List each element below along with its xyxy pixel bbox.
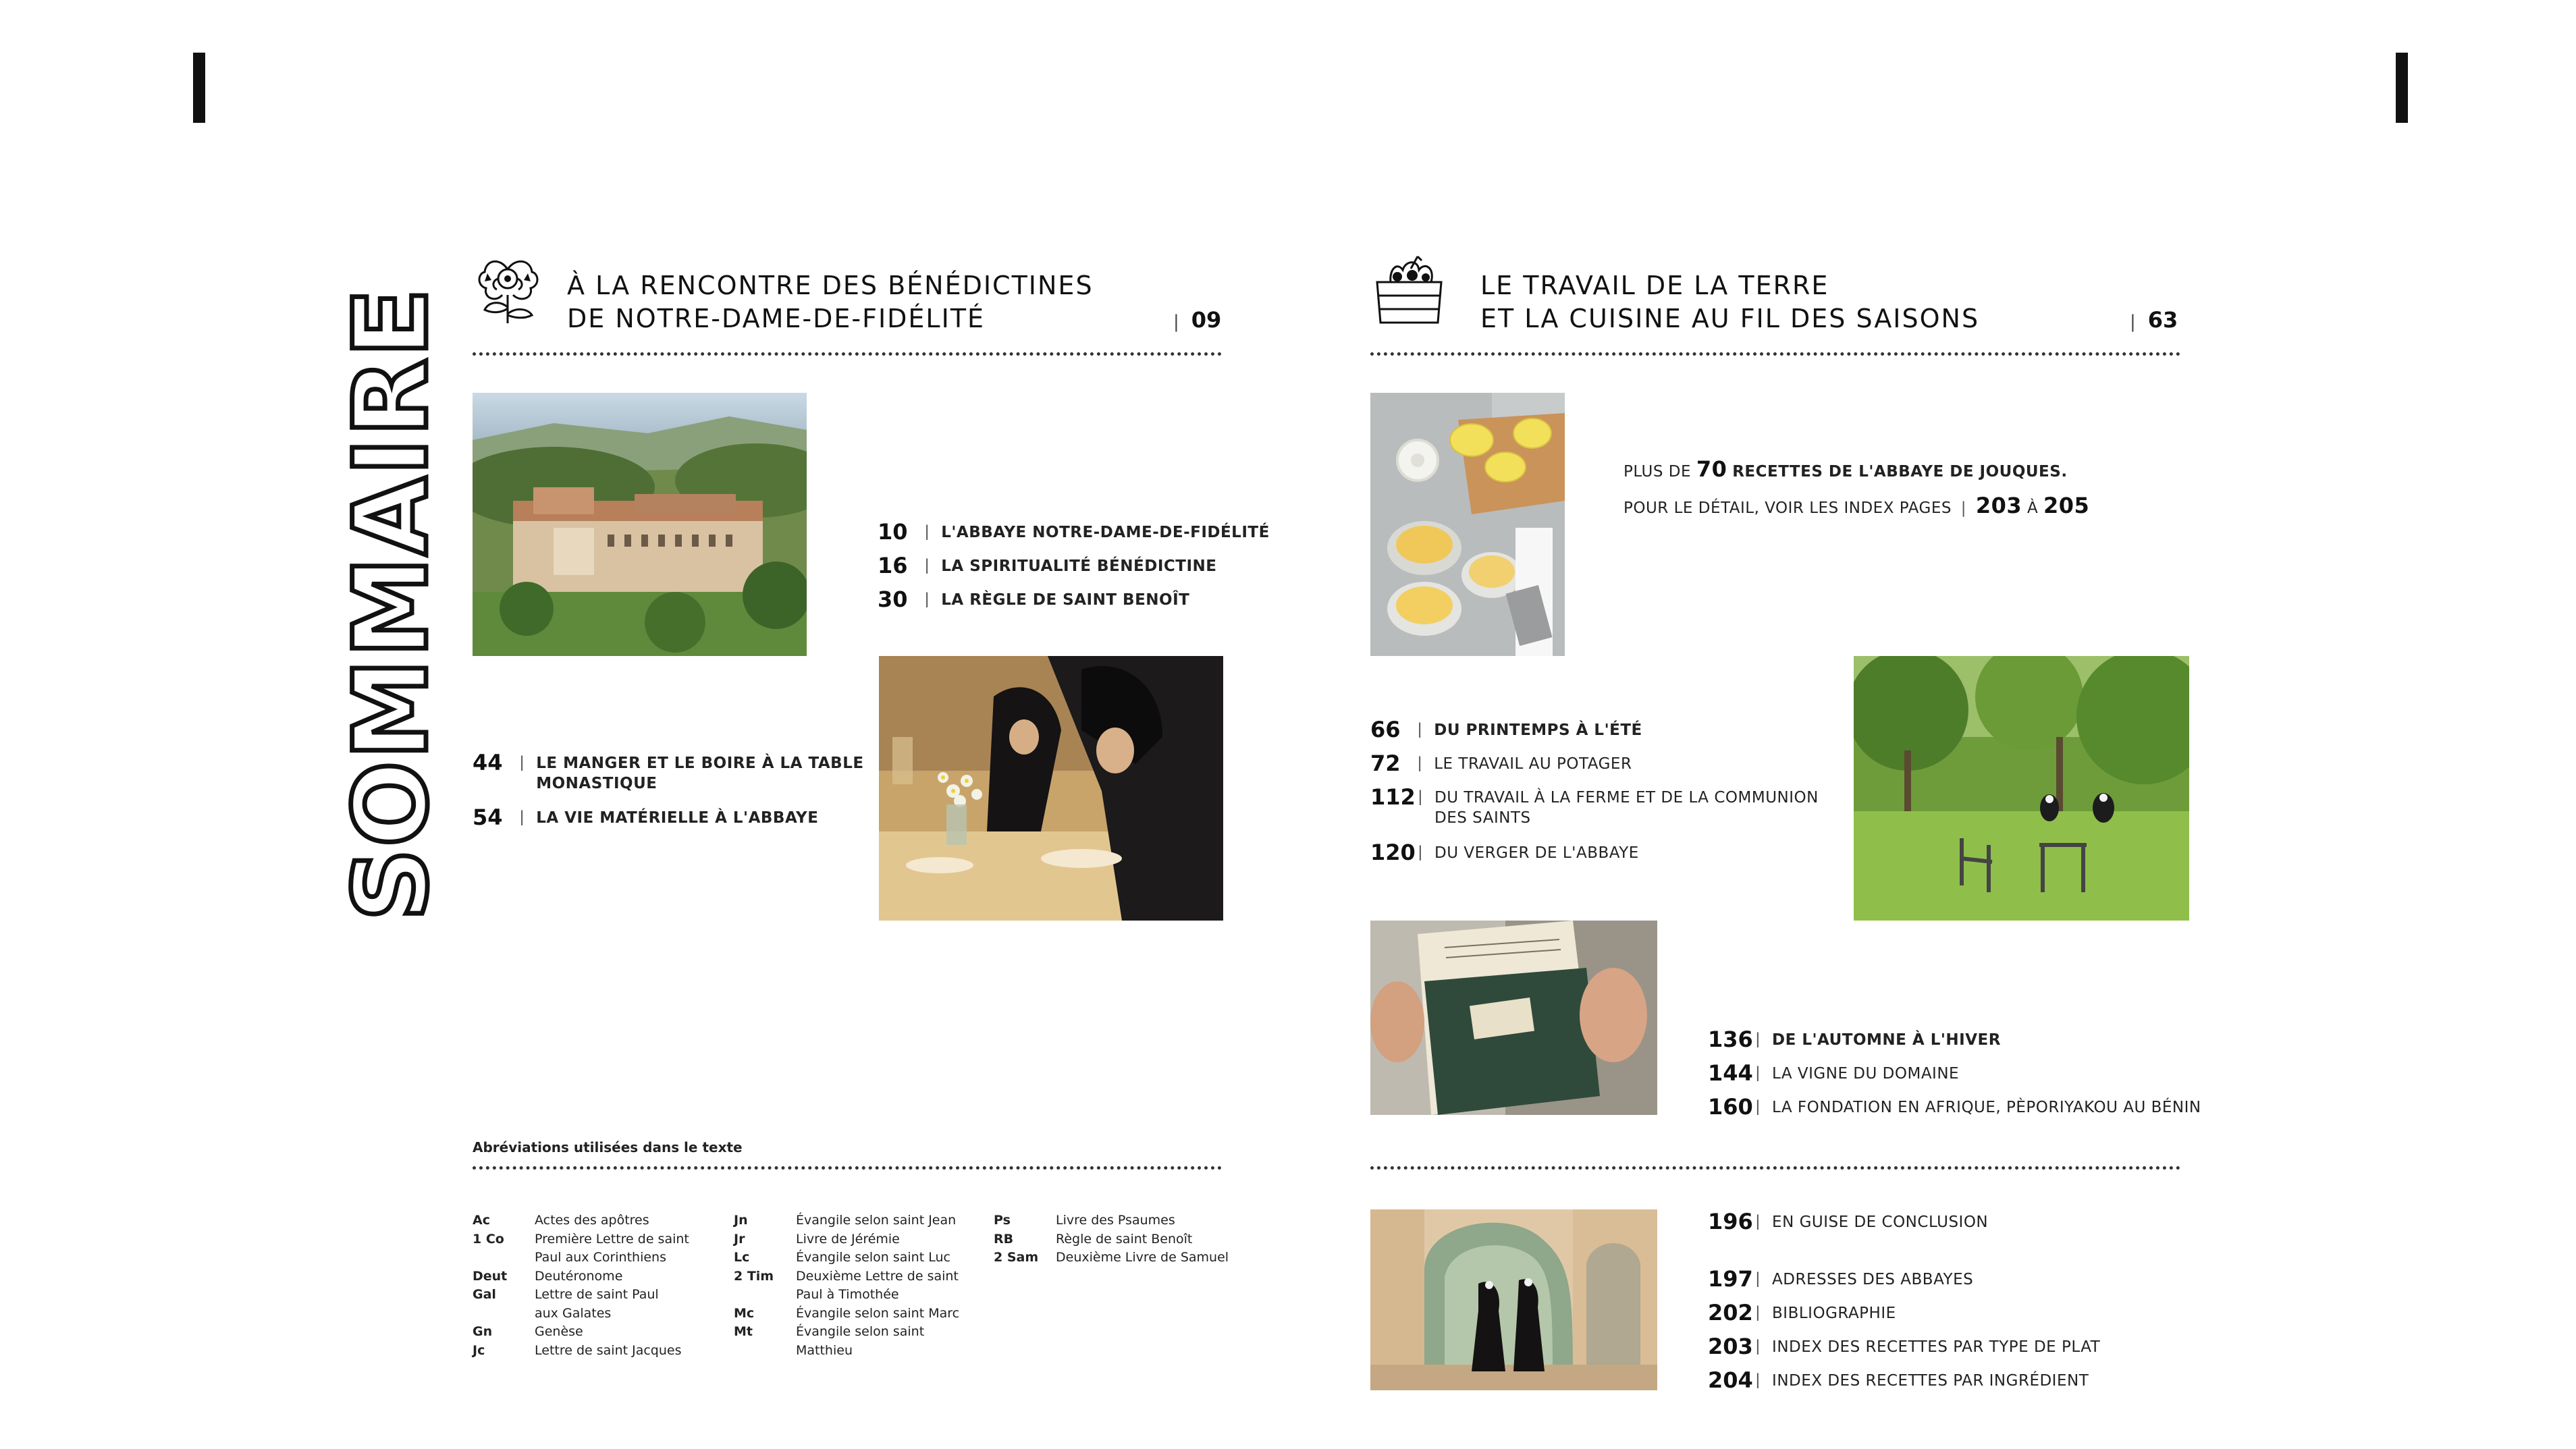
part-1-page: | 09 (1173, 307, 1222, 333)
abbreviation-row: Jr Livre de Jérémie (734, 1231, 900, 1247)
nuns-dining-photo (879, 656, 1223, 921)
flower-icon (473, 253, 543, 327)
abbreviation-row: Paul aux Corinthiens (535, 1250, 667, 1265)
recipe-notebook-photo (1370, 921, 1657, 1115)
toc-entry[interactable]: 10 | L'ABBAYE NOTRE-DAME-DE-FIDÉLITÉ (878, 519, 1270, 545)
part-2-title-line-1: LE TRAVAIL DE LA TERRE (1480, 271, 1829, 300)
abbreviations-column-3 (994, 1211, 1252, 1267)
toc-entry[interactable]: 196 | EN GUISE DE CONCLUSION (1708, 1209, 1989, 1234)
abbreviation-row: Mc Évangile selon saint Marc (734, 1305, 960, 1321)
abbreviations-column-1 (473, 1211, 730, 1360)
abbreviation-row: RB Règle de saint Benoît (994, 1231, 1193, 1247)
abbreviation-row: Paul à Timothée (796, 1287, 899, 1302)
toc-entry[interactable]: 54 | LA VIE MATÉRIELLE À L'ABBAYE (473, 804, 819, 830)
page-title: SOMMAIRE (333, 287, 450, 921)
abbreviation-row: Deut Deutéronome (473, 1268, 623, 1284)
toc-entry[interactable]: 136 | DE L'AUTOMNE À L'HIVER (1708, 1027, 2001, 1052)
abbreviation-row: Matthieu (796, 1342, 853, 1358)
abbreviations-column-2 (734, 1211, 992, 1360)
abbreviation-row: 2 Sam Deuxième Livre de Samuel (994, 1250, 1229, 1265)
lemon-dessert-photo (1370, 393, 1565, 656)
toc-entry[interactable]: 197 | ADRESSES DES ABBAYES (1708, 1266, 1974, 1292)
abbreviation-row: 2 Tim Deuxième Lettre de saint (734, 1268, 959, 1284)
abbreviation-row: Ac Actes des apôtres (473, 1213, 649, 1228)
toc-entry[interactable]: 204 | INDEX DES RECETTES PAR INGRÉDIENT (1708, 1367, 2089, 1393)
toc-entry[interactable]: 202 | BIBLIOGRAPHIE (1708, 1300, 1896, 1325)
part-1-title-line-1: À LA RENCONTRE DES BÉNÉDICTINES (567, 271, 1094, 300)
toc-entry[interactable]: 203 | INDEX DES RECETTES PAR TYPE DE PLAT (1708, 1334, 2101, 1359)
toc-entry[interactable]: 160 | LA FONDATION EN AFRIQUE, PÈPORIYAKOU AU BÉNIN (1708, 1094, 2201, 1120)
abbreviation-row: 1 Co Première Lettre de saint (473, 1231, 689, 1247)
crop-mark-left (193, 53, 205, 123)
vegetable-crate-icon (1370, 255, 1448, 326)
toc-entry[interactable]: 44 | LE MANGER ET LE BOIRE À LA TABLE MONASTIQUE (473, 750, 864, 792)
abbreviation-row: Jc Lettre de saint Jacques (473, 1342, 682, 1358)
crop-mark-right (2396, 53, 2408, 123)
abbreviation-row: Ps Livre des Psaumes (994, 1213, 1175, 1228)
section-divider (1370, 1166, 2180, 1170)
toc-entry[interactable]: 16 | LA SPIRITUALITÉ BÉNÉDICTINE (878, 553, 1217, 578)
toc-entry[interactable]: 120 | DU VERGER DE L'ABBAYE (1370, 840, 1639, 865)
abbreviations-divider (473, 1166, 1222, 1170)
nuns-arcade-photo (1370, 1209, 1657, 1390)
part-1-divider (473, 352, 1222, 356)
part-2-page: | 63 (2130, 307, 2178, 333)
abbreviation-row: Lc Évangile selon saint Luc (734, 1250, 950, 1265)
part-2-title-line-2: ET LA CUISINE AU FIL DES SAISONS (1480, 304, 1980, 333)
orchard-photo (1854, 656, 2189, 921)
recipes-note: PLUS DE 70 RECETTES DE L'ABBAYE DE JOUQUES. POUR LE DÉTAIL, VOIR LES INDEX PAGES | 203 À 205 (1624, 456, 2090, 518)
toc-entry[interactable]: 112 | DU TRAVAIL À LA FERME ET DE LA COMMUNION DES SAINTS (1370, 784, 1819, 827)
abbreviation-row: Jn Évangile selon saint Jean (734, 1213, 957, 1228)
part-1-title-line-2: DE NOTRE-DAME-DE-FIDÉLITÉ (567, 304, 986, 333)
abbreviation-row: Mt Évangile selon saint (734, 1324, 925, 1339)
abbreviation-row: Gn Genèse (473, 1324, 583, 1339)
toc-entry[interactable]: 30 | LA RÈGLE DE SAINT BENOÎT (878, 586, 1190, 612)
toc-entry[interactable]: 144 | LA VIGNE DU DOMAINE (1708, 1060, 1960, 1086)
toc-entry[interactable]: 72 | LE TRAVAIL AU POTAGER (1370, 750, 1632, 776)
abbey-aerial-photo (473, 393, 807, 656)
abbreviation-row: Gal Lettre de saint Paul (473, 1287, 659, 1302)
part-2-divider (1370, 352, 2180, 356)
abbreviations-heading: Abréviations utilisées dans le texte (473, 1139, 743, 1155)
abbreviation-row: aux Galates (535, 1305, 612, 1321)
toc-entry[interactable]: 66 | DU PRINTEMPS À L'ÉTÉ (1370, 717, 1642, 742)
